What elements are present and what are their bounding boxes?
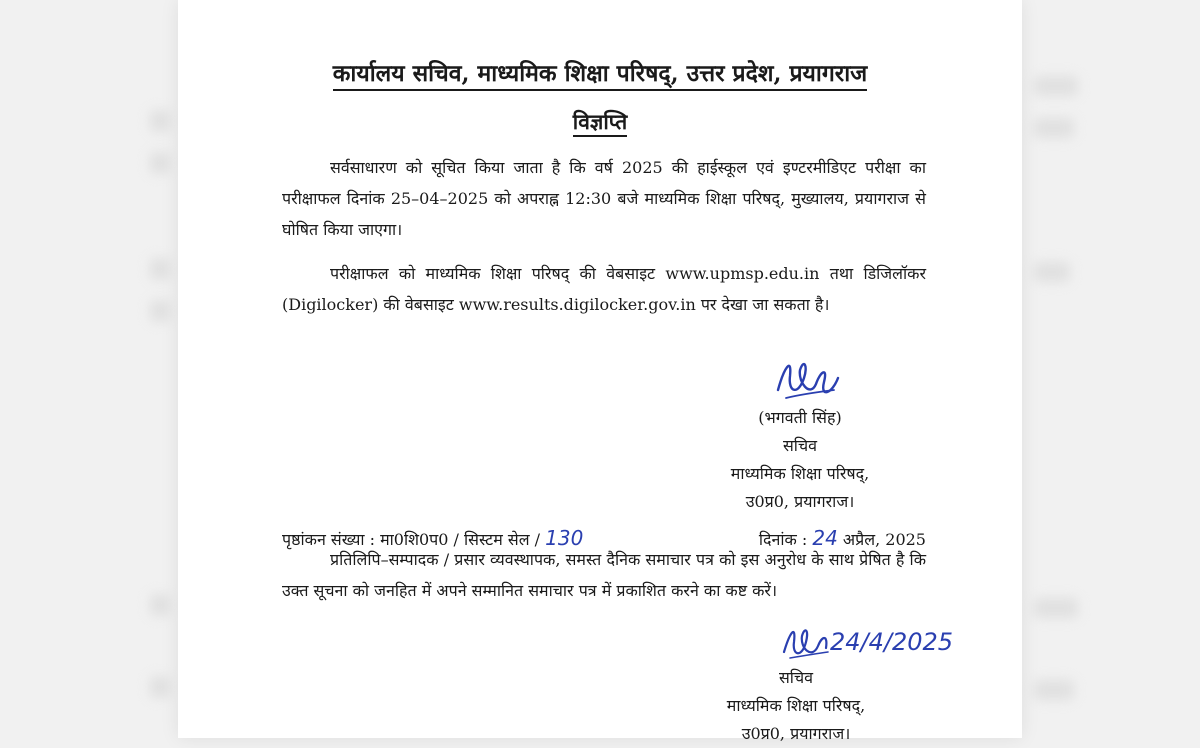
signatory-organization: माध्यमिक शिक्षा परिषद्,	[730, 464, 870, 483]
signatory-location: उ0प्र0, प्रयागराज।	[745, 492, 855, 511]
signatory-name: (भगवती सिंह)	[758, 408, 842, 427]
background-blur	[1034, 262, 1070, 282]
reference-date: दिनांक : 24 अप्रैल, 2025	[758, 526, 926, 550]
document-heading: कार्यालय सचिव, माध्यमिक शिक्षा परिषद्, उत्तर प्रदेश, प्रयागराज	[178, 56, 1022, 88]
background-blur	[150, 594, 170, 616]
copy-paragraph: प्रतिलिपि–सम्पादक / प्रसार व्यवस्थापक, समस्त दैनिक समाचार पत्र को इस अनुरोध के साथ प्रेषित है कि उक्त सूचना को जनहित में अपने सम्मानित समाचार पत्र में प्रकाशित करने का कष्ट करें।	[282, 550, 926, 600]
background-blur	[1034, 680, 1074, 700]
background-blur	[150, 300, 170, 322]
signatory-designation: सचिव	[778, 668, 814, 687]
background-blur	[150, 152, 170, 174]
background-blur	[1034, 598, 1078, 618]
website-paragraph: परीक्षाफल को माध्यमिक शिक्षा परिषद् की वेबसाइट www.upmsp.edu.in तथा डिजिलॉकर (Digilocker) की वेबसाइट www.results.digilocker.gov.in पर देखा जा सकता है।	[282, 264, 926, 314]
background-blur	[150, 676, 170, 698]
signatory-designation: सचिव	[782, 436, 818, 455]
signature-mark	[768, 348, 848, 410]
background-blur	[150, 110, 170, 132]
signatory-organization: माध्यमिक शिक्षा परिषद्,	[726, 696, 866, 715]
reference-number: पृष्ठांकन संख्या : मा0शि0प0 / सिस्टम सेल / 130	[282, 526, 584, 550]
signature-mark	[778, 618, 834, 666]
document-page	[178, 0, 1022, 743]
signatory-block	[706, 664, 886, 748]
handwritten-signature-date: 24/4/2025	[830, 628, 954, 656]
background-blur	[1034, 118, 1074, 138]
handwritten-date-day: 24	[812, 526, 838, 550]
announcement-paragraph: सर्वसाधारण को सूचित किया जाता है कि वर्ष 2025 की हाईस्कूल एवं इण्टरमीडिएट परीक्षा का परीक्षाफल दिनांक 25–04–2025 को अपराह्न 12:30 बजे माध्यमिक शिक्षा परिषद्, मुख्यालय, प्रयागराज से घोषित किया जाएगा।	[282, 158, 926, 239]
signatory-location: उ0प्र0, प्रयागराज।	[741, 724, 851, 743]
background-blur	[150, 258, 170, 280]
signatory-block	[712, 404, 888, 516]
document-subheading: विज्ञप्ति	[178, 108, 1022, 136]
handwritten-reference-number: 130	[545, 526, 584, 550]
background-blur	[1034, 76, 1078, 96]
